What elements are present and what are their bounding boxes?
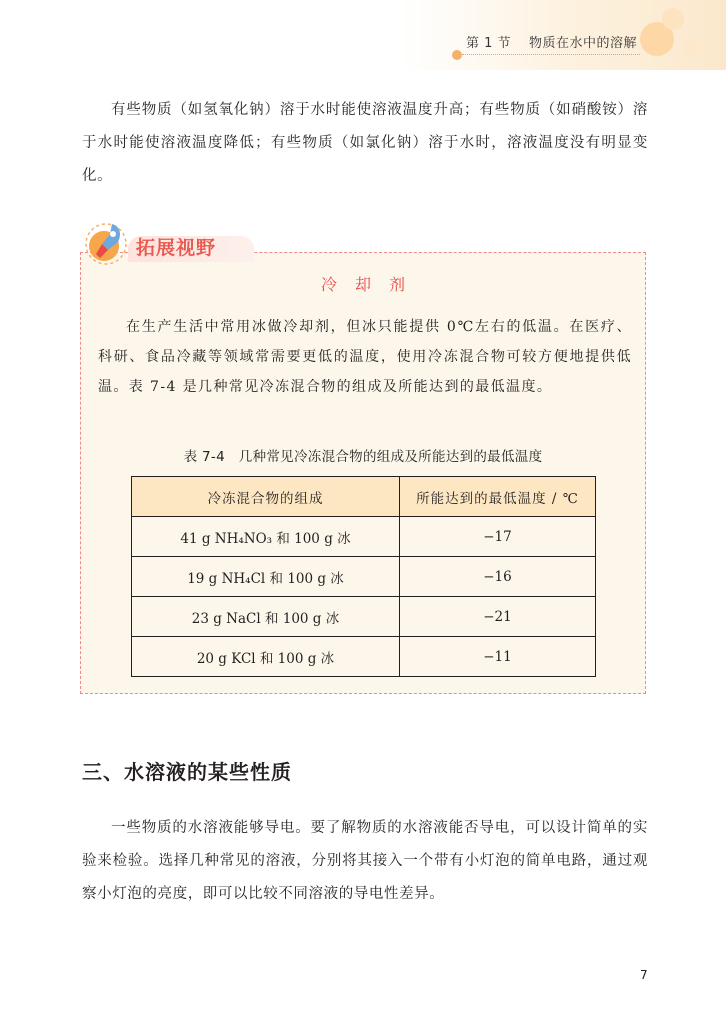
table-cell: 19 g NH₄Cl 和 100 g 冰 bbox=[132, 557, 400, 597]
decorative-bubble bbox=[452, 50, 462, 60]
table-caption: 表 7-4 几种常见冷冻混合物的组成及所能达到的最低温度 bbox=[183, 449, 543, 465]
freezing-mixture-table bbox=[131, 476, 596, 677]
table-cell: −17 bbox=[400, 517, 596, 557]
table-cell: 23 g NaCl 和 100 g 冰 bbox=[132, 597, 400, 637]
table-cell: 20 g KCl 和 100 g 冰 bbox=[132, 637, 400, 677]
section-heading: 三、水溶液的某些性质 bbox=[82, 760, 292, 784]
table-row bbox=[132, 517, 596, 557]
expand-box-label: 拓展视野 bbox=[136, 237, 217, 259]
page-header bbox=[0, 0, 726, 70]
header-rule bbox=[462, 54, 640, 55]
table-cell: −21 bbox=[400, 597, 596, 637]
table-cell: −16 bbox=[400, 557, 596, 597]
expand-box-paragraph: 在生产生活中常用冰做冷却剂，但冰只能提供 0℃左右的低温。在医疗、科研、食品冷藏等领域常需要更低的温度，使用冷冻混合物可较方便地提供低温。表 7-4 是几种常见冷冻混合物的组成及所能达到的最低温度。 bbox=[98, 319, 632, 395]
column-header: 所能达到的最低温度 / ℃ bbox=[400, 477, 596, 517]
table-row bbox=[132, 637, 596, 677]
column-header: 冷冻混合物的组成 bbox=[132, 477, 400, 517]
intro-paragraph: 有些物质（如氢氧化钠）溶于水时能使溶液温度升高；有些物质（如硝酸铵）溶于水时能使溶液温度降低；有些物质（如氯化钠）溶于水时，溶液温度没有明显变化。 bbox=[82, 102, 648, 184]
table-row bbox=[132, 597, 596, 637]
rocket-icon bbox=[78, 214, 134, 270]
table-cell: 41 g NH₄NO₃ 和 100 g 冰 bbox=[132, 517, 400, 557]
page-number: 7 bbox=[640, 968, 648, 982]
table-cell: −11 bbox=[400, 637, 596, 677]
decorative-bubble bbox=[684, 40, 700, 56]
running-header bbox=[466, 32, 637, 51]
expand-box-heading: 冷却剂 bbox=[320, 275, 423, 294]
header-section-number: 第 1 节 bbox=[466, 36, 512, 51]
table-header-row bbox=[132, 477, 596, 517]
table-row bbox=[132, 557, 596, 597]
section-paragraph: 一些物质的水溶液能够导电。要了解物质的水溶液能否导电，可以设计简单的实验来检验。选择几种常见的溶液，分别将其接入一个带有小灯泡的简单电路，通过观察小灯泡的亮度，即可以比较不同溶液的导电性差异。 bbox=[82, 820, 648, 902]
decorative-bubble bbox=[662, 8, 684, 30]
header-section-title: 物质在水中的溶解 bbox=[529, 36, 638, 51]
